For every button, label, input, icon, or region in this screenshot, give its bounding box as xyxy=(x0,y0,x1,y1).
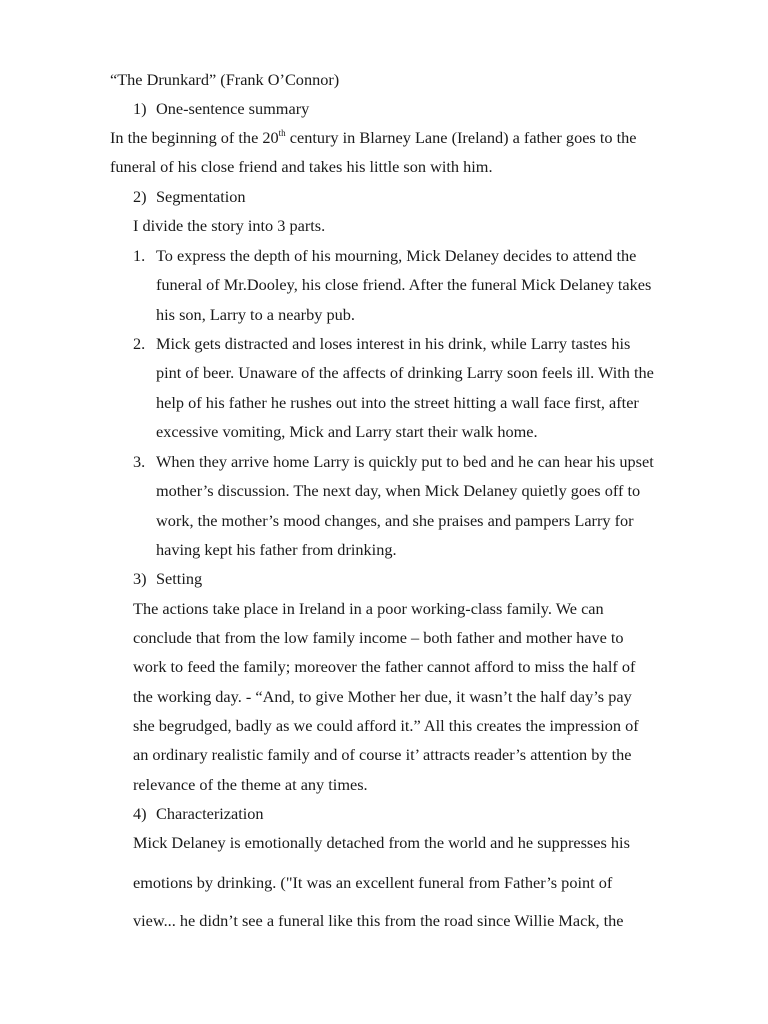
list-item-line: mother’s discussion. The next day, when Mick Delaney quietly goes off to xyxy=(156,481,641,500)
section-number: 1) xyxy=(133,99,147,118)
list-item-line: work, the mother’s mood changes, and she praises and pampers Larry for xyxy=(156,511,634,530)
list-item-line: Mick gets distracted and loses interest in his drink, while Larry tastes his xyxy=(156,334,631,353)
setting-line: relevance of the theme at any times. xyxy=(133,775,368,794)
section-number: 3) xyxy=(133,569,147,588)
setting-line: the working day. - “And, to give Mother her due, it wasn’t the half day’s pay xyxy=(133,687,632,706)
list-item-line: his son, Larry to a nearby pub. xyxy=(156,305,355,324)
section-heading: One-sentence summary xyxy=(156,99,310,118)
section-heading: Segmentation xyxy=(156,187,246,206)
section-heading: Characterization xyxy=(156,804,264,823)
list-item-line: pint of beer. Unaware of the affects of drinking Larry soon feels ill. With the xyxy=(156,363,654,382)
list-number: 2. xyxy=(133,334,146,353)
setting-line: The actions take place in Ireland in a poor working-class family. We can xyxy=(133,599,604,618)
list-item-line: To express the depth of his mourning, Mick Delaney decides to attend the xyxy=(156,246,637,265)
characterization-line: view... he didn’t see a funeral like this from the road since Willie Mack, the xyxy=(133,911,624,930)
summary-line: funeral of his close friend and takes his little son with him. xyxy=(110,157,493,176)
list-item-line: When they arrive home Larry is quickly put to bed and he can hear his upset xyxy=(156,452,654,471)
section-number: 4) xyxy=(133,804,147,823)
section-number: 2) xyxy=(133,187,147,206)
setting-line: she begrudged, badly as we could afford it.” All this creates the impression of xyxy=(133,716,639,735)
summary-line: In the beginning of the 20th century in Blarney Lane (Ireland) a father goes to the xyxy=(110,128,637,147)
section-heading: Setting xyxy=(156,569,203,588)
setting-line: work to feed the family; moreover the father cannot afford to miss the half of xyxy=(133,657,636,676)
list-item-line: having kept his father from drinking. xyxy=(156,540,397,559)
list-item-line: excessive vomiting, Mick and Larry start their walk home. xyxy=(156,422,538,441)
characterization-line: emotions by drinking. ("It was an excellent funeral from Father’s point of xyxy=(133,873,613,892)
setting-line: conclude that from the low family income – both father and mother have to xyxy=(133,628,624,647)
segmentation-intro: I divide the story into 3 parts. xyxy=(133,216,326,235)
list-number: 1. xyxy=(133,246,146,265)
list-item-line: help of his father he rushes out into the street hitting a wall face first, after xyxy=(156,393,639,412)
document-title: “The Drunkard” (Frank O’Connor) xyxy=(110,70,340,89)
setting-line: an ordinary realistic family and of course it’ attracts reader’s attention by the xyxy=(133,745,632,764)
list-number: 3. xyxy=(133,452,146,471)
characterization-line: Mick Delaney is emotionally detached from the world and he suppresses his xyxy=(133,833,630,852)
list-item-line: funeral of Mr.Dooley, his close friend. After the funeral Mick Delaney takes xyxy=(156,275,652,294)
